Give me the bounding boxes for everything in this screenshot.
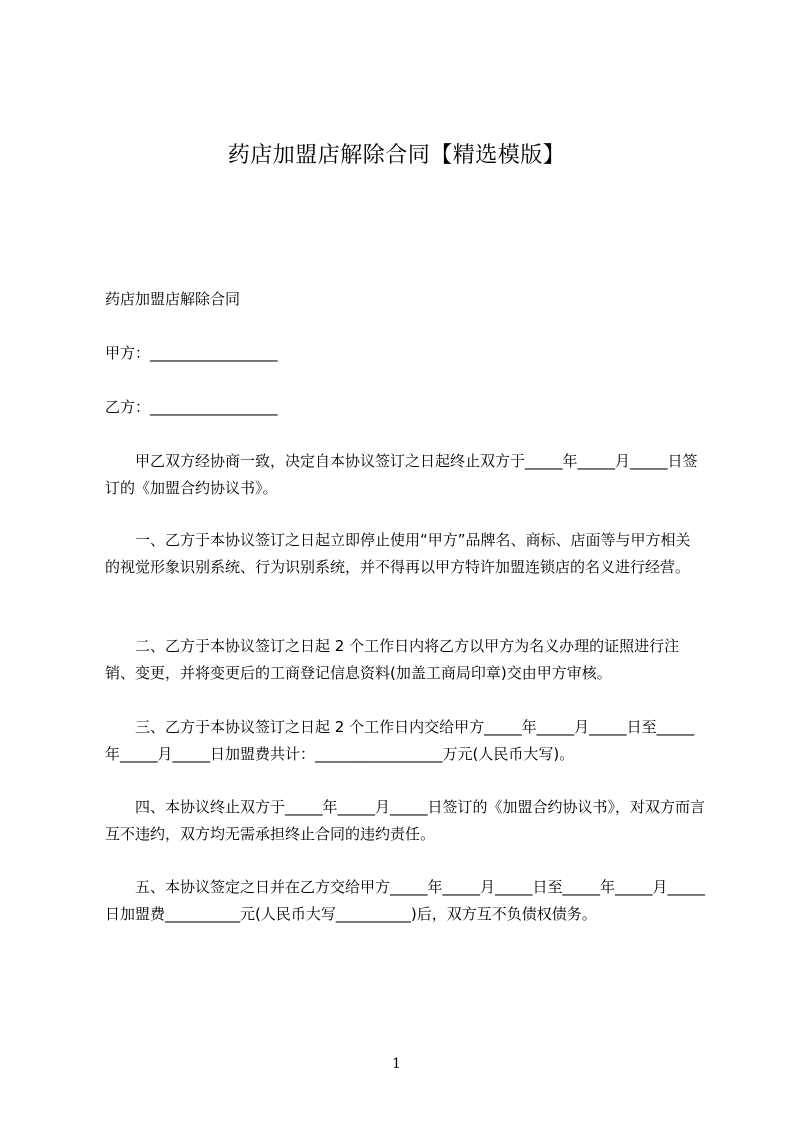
contract-heading: 药店加盟店解除合同 [105, 290, 241, 308]
clause-1: 一、乙方于本协议签订之日起立即停止使用“甲方”品牌名、商标、店面等与甲方相关的视觉形象识别系统、行为识别系统，并不得再以甲方特许加盟连锁店的名义进行经营。 [105, 531, 691, 576]
document-title: 药店加盟店解除合同【精选模版】 [227, 143, 566, 168]
clause-4: 四、本协议终止双方于_____年_____月_____日签订的《加盟合约协议书》，对双方而言互不违约，双方均无需承担终止合同的违约责任。 [105, 798, 706, 843]
party-a-line: 甲方：_________________ [105, 344, 278, 362]
intro-paragraph: 甲乙双方经协商一致，决定自本协议签订之日起终止双方于_____年_____月_____日签订的《加盟合约协议书》。 [105, 452, 698, 497]
clause-2: 二、乙方于本协议签订之日起 2 个工作日内将乙方以甲方为名义办理的证照进行注销、变更，并将变更后的工商登记信息资料(加盖工商局印章)交由甲方审核。 [105, 637, 680, 682]
clause-3: 三、乙方于本协议签订之日起 2 个工作日内交给甲方_____年_____月_____日至_____年_____月_____日加盟费共计：_________________万元(人民币大写)。 [105, 718, 695, 763]
clause-5: 五、本协议签定之日并在乙方交给甲方_____年_____月_____日至_____年_____月_____日加盟费__________元(人民币大写__________)后，双方互不负债权债务。 [105, 878, 706, 923]
party-b-line: 乙方：_________________ [105, 398, 278, 416]
page-number: 1 [392, 1056, 401, 1072]
